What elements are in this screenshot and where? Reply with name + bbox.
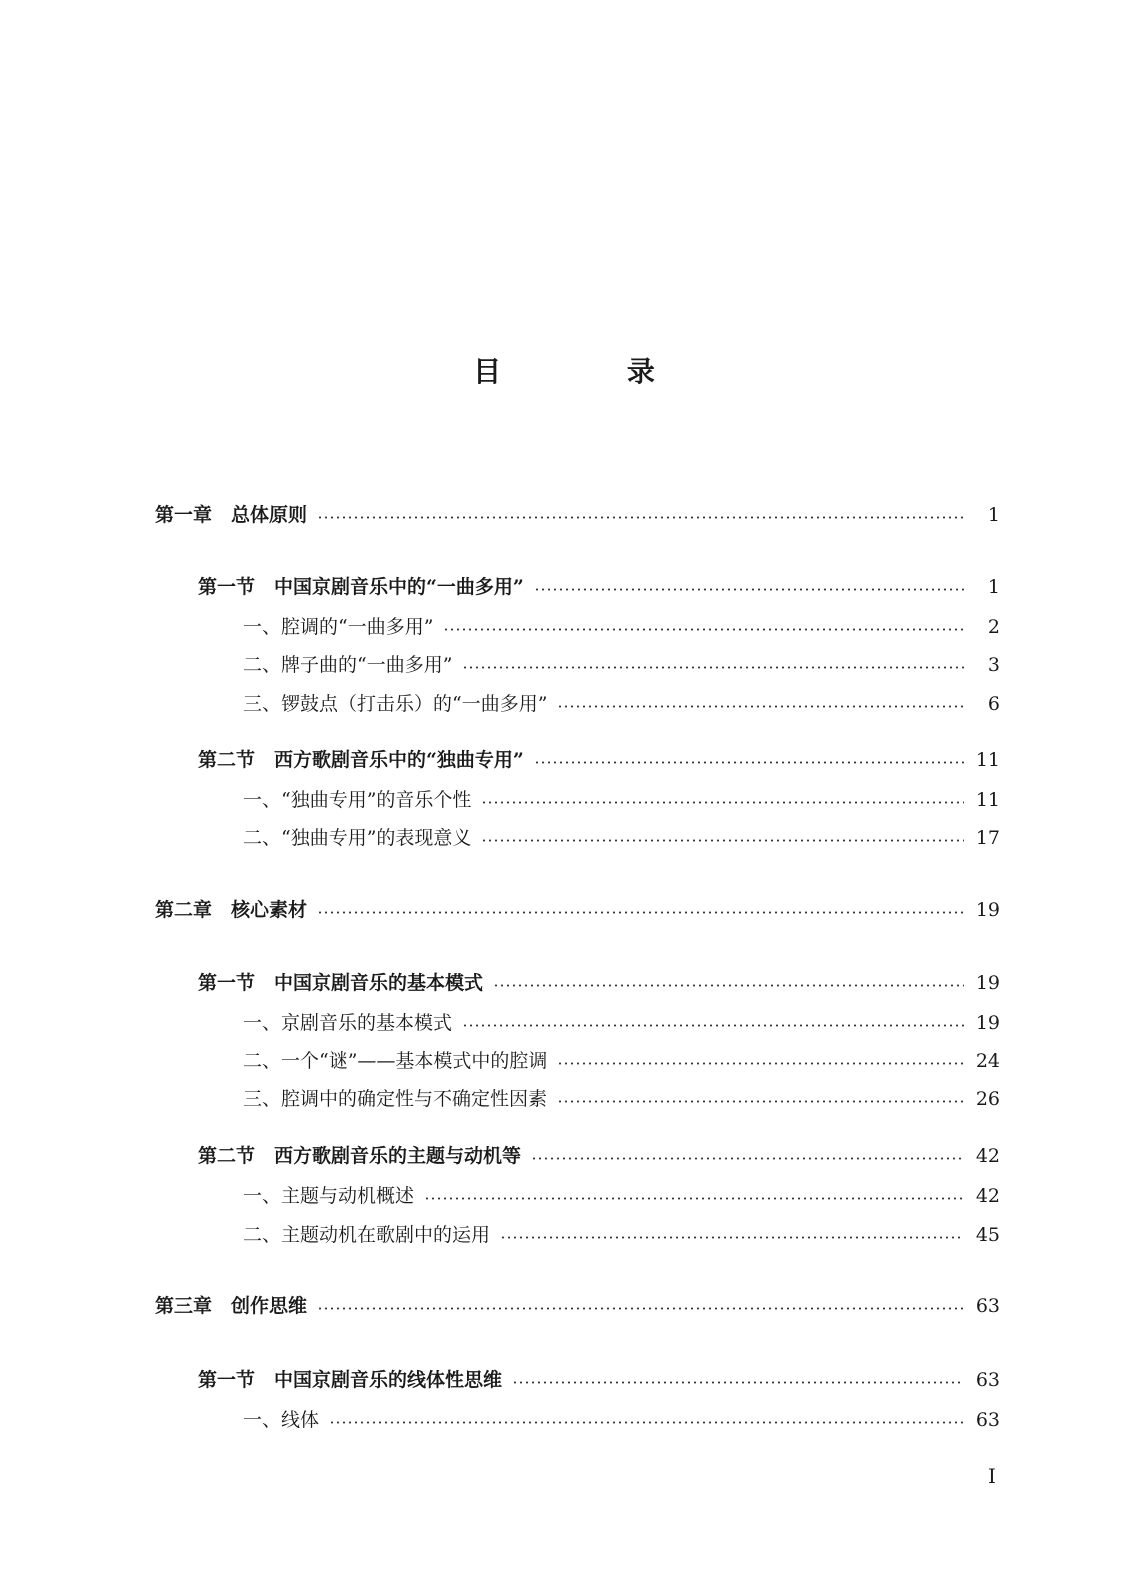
toc-page-number: 1: [987, 504, 1000, 526]
dot-leader: [317, 516, 966, 519]
toc-subsection: [243, 823, 1000, 851]
toc-subsection: [243, 1008, 1000, 1036]
toc-page-number: 63: [975, 1369, 1000, 1391]
dot-leader: [481, 839, 963, 842]
dot-leader: [481, 801, 963, 804]
toc-page-number: 26: [975, 1088, 1000, 1110]
toc-page-number: 19: [975, 899, 1000, 921]
toc-chapter: [155, 1291, 1000, 1319]
dot-leader: [493, 984, 964, 987]
dot-leader: [317, 1307, 964, 1310]
toc-entry-title: 一、京剧音乐的基本模式: [243, 1012, 453, 1034]
toc-page-number: 63: [975, 1409, 1000, 1431]
dot-leader: [462, 1024, 964, 1027]
toc-section: [198, 1141, 1000, 1169]
page-title: 目 录: [473, 355, 713, 388]
toc-entry-title: 第一节 中国京剧音乐的线体性思维: [198, 1369, 503, 1391]
toc-page-number: 11: [975, 749, 1000, 771]
toc-page-number: 1: [987, 576, 1000, 598]
toc-section: [198, 1365, 1000, 1393]
toc-entry-title: 第三章 创作思维: [155, 1295, 308, 1317]
toc-entry-title: 第二节 西方歌剧音乐的主题与动机等: [198, 1145, 522, 1167]
toc-entry-title: 二、牌子曲的“一曲多用”: [243, 654, 453, 676]
toc-entry-title: 一、“独曲专用”的音乐个性: [243, 789, 472, 811]
toc-entry-title: 第一章 总体原则: [155, 504, 308, 526]
toc-page-number: 6: [987, 693, 1000, 715]
dot-leader: [462, 666, 966, 669]
toc-page-number: 42: [975, 1185, 1000, 1207]
toc-page-number: 45: [975, 1224, 1000, 1246]
toc-page-number: 42: [975, 1145, 1000, 1167]
toc-section: [198, 572, 1000, 600]
dot-leader: [557, 1100, 964, 1103]
toc-subsection: [243, 612, 1000, 640]
dot-leader: [557, 1062, 963, 1065]
dot-leader: [534, 588, 966, 591]
toc-entry-title: 第二章 核心素材: [155, 899, 308, 921]
dot-leader: [329, 1421, 964, 1424]
toc-section: [198, 745, 1000, 773]
dot-leader: [424, 1197, 964, 1200]
toc-subsection: [243, 1220, 1000, 1248]
dot-leader: [443, 628, 966, 631]
toc-entry-title: 三、锣鼓点（打击乐）的“一曲多用”: [243, 693, 548, 715]
toc-page-number: 11: [975, 789, 1000, 811]
toc-subsection: [243, 785, 1000, 813]
dot-leader: [557, 705, 966, 708]
toc-subsection: [243, 1405, 1000, 1433]
dot-leader: [534, 761, 964, 764]
toc-subsection: [243, 689, 1000, 717]
toc-entry-title: 第一节 中国京剧音乐中的“一曲多用”: [198, 576, 524, 598]
dot-leader: [531, 1157, 964, 1160]
toc-page-number: 19: [975, 1012, 1000, 1034]
dot-leader: [317, 911, 964, 914]
toc-subsection: [243, 1046, 1000, 1074]
toc-entry-title: 第一节 中国京剧音乐的基本模式: [198, 972, 484, 994]
toc-subsection: [243, 650, 1000, 678]
toc-entry-title: 二、一个“谜”——基本模式中的腔调: [243, 1050, 548, 1072]
dot-leader: [500, 1236, 964, 1239]
page-number: I: [988, 1464, 996, 1488]
toc-entry-title: 二、“独曲专用”的表现意义: [243, 827, 472, 849]
toc-page-number: 2: [987, 616, 1000, 638]
toc-chapter: [155, 895, 1000, 923]
toc-entry-title: 第二节 西方歌剧音乐中的“独曲专用”: [198, 749, 524, 771]
toc-entry-title: 三、腔调中的确定性与不确定性因素: [243, 1088, 548, 1110]
toc-section: [198, 968, 1000, 996]
toc-page-number: 63: [975, 1295, 1000, 1317]
toc-entry-title: 一、腔调的“一曲多用”: [243, 616, 434, 638]
dot-leader: [512, 1381, 964, 1384]
toc-page-number: 24: [975, 1050, 1000, 1072]
toc-page-number: 3: [987, 654, 1000, 676]
toc-entry-title: 一、主题与动机概述: [243, 1185, 415, 1207]
toc-chapter: [155, 500, 1000, 528]
toc-page-number: 19: [975, 972, 1000, 994]
toc-entry-title: 二、主题动机在歌剧中的运用: [243, 1224, 491, 1246]
toc-entry-title: 一、线体: [243, 1409, 320, 1431]
toc-page-number: 17: [975, 827, 1000, 849]
toc-subsection: [243, 1181, 1000, 1209]
toc-subsection: [243, 1084, 1000, 1112]
